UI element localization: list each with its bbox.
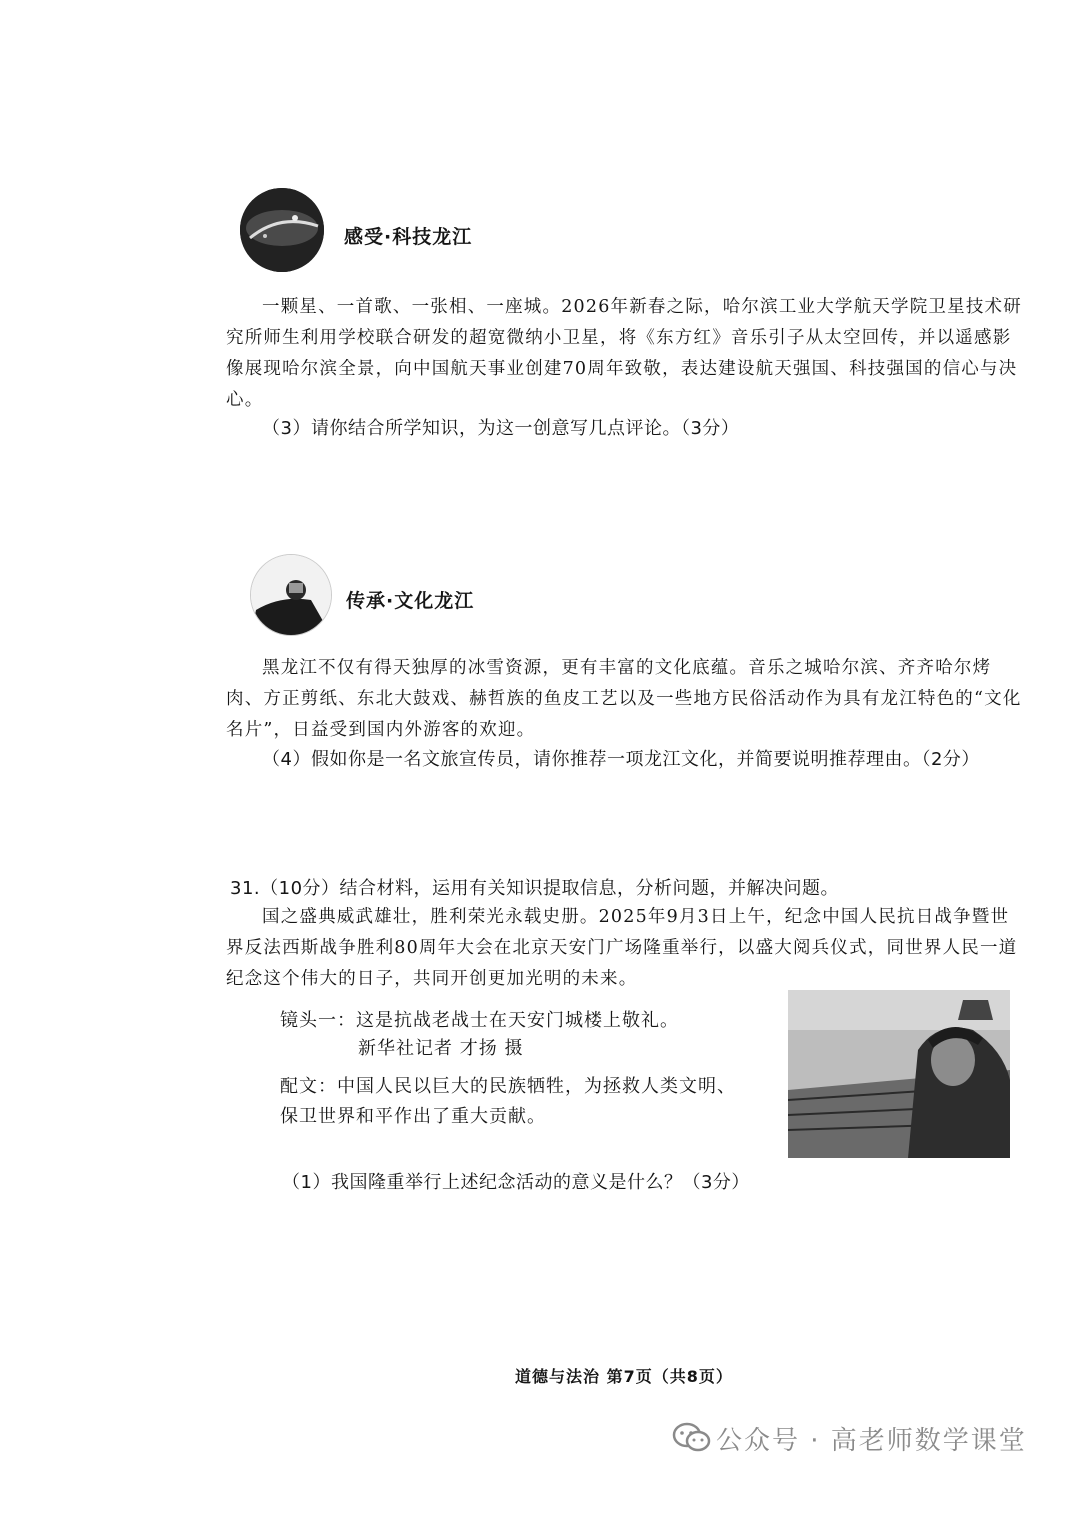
question-1: （1）我国隆重举行上述纪念活动的意义是什么？（3分） — [282, 1172, 750, 1193]
question-4: （4）假如你是一名文旅宣传员，请你推荐一项龙江文化，并简要说明推荐理由。（2分） — [262, 749, 980, 770]
question-3: （3）请你结合所学知识，为这一创意写几点评论。（3分） — [262, 418, 740, 439]
section-title-tech: 感受·科技龙江 — [344, 226, 473, 248]
culture-paragraph: 黑龙江不仅有得天独厚的冰雪资源，更有丰富的文化底蕴。音乐之城哈尔滨、齐齐哈尔烤肉、方正剪纸、东北大鼓戏、赫哲族的鱼皮工艺以及一些地方民俗活动作为具有龙江特色的“文化名片”，日益受到国内外游客的欢迎。 — [226, 658, 1022, 740]
wechat-icon — [672, 1422, 712, 1454]
watermark-text: 公众号 · 高老师数学课堂 — [716, 1426, 1027, 1456]
culture-image-icon — [250, 554, 332, 636]
tech-paragraph: 一颗星、一首歌、一张相、一座城。2026年新春之际，哈尔滨工业大学航天学院卫星技术研究所师生利用学校联合研发的超宽微纳小卫星，将《东方红》音乐引子从太空回传，并以遥感影像展现哈尔滨全景，向中国航天事业创建70周年致敬，表达建设航天强国、科技强国的信心与决心。 — [226, 297, 1022, 410]
caption-line-2: 保卫世界和平作出了重大贡献。 — [280, 1106, 546, 1127]
veteran-salute-photo — [788, 990, 1010, 1158]
section-title-culture: 传承·文化龙江 — [346, 590, 475, 612]
parade-paragraph: 国之盛典威武雄壮，胜利荣光永载史册。2025年9月3日上午，纪念中国人民抗日战争暨世界反法西斯战争胜利80周年大会在北京天安门广场隆重举行，以盛大阅兵仪式，同世界人民一道纪念这个伟大的日子，共同开创更加光明的未来。 — [226, 907, 1018, 989]
photo-credit: 新华社记者 才扬 摄 — [358, 1038, 524, 1059]
page-footer: 道德与法治 第7页（共8页） — [515, 1367, 733, 1386]
satellite-image-icon — [240, 188, 324, 272]
shot-one-label: 镜头一：这是抗战老战士在天安门城楼上敬礼。 — [280, 1010, 679, 1031]
caption-line-1: 配文：中国人民以巨大的民族牺牲，为拯救人类文明、 — [280, 1076, 736, 1097]
question-31-header: 31.（10分）结合材料，运用有关知识提取信息，分析问题，并解决问题。 — [230, 878, 840, 899]
